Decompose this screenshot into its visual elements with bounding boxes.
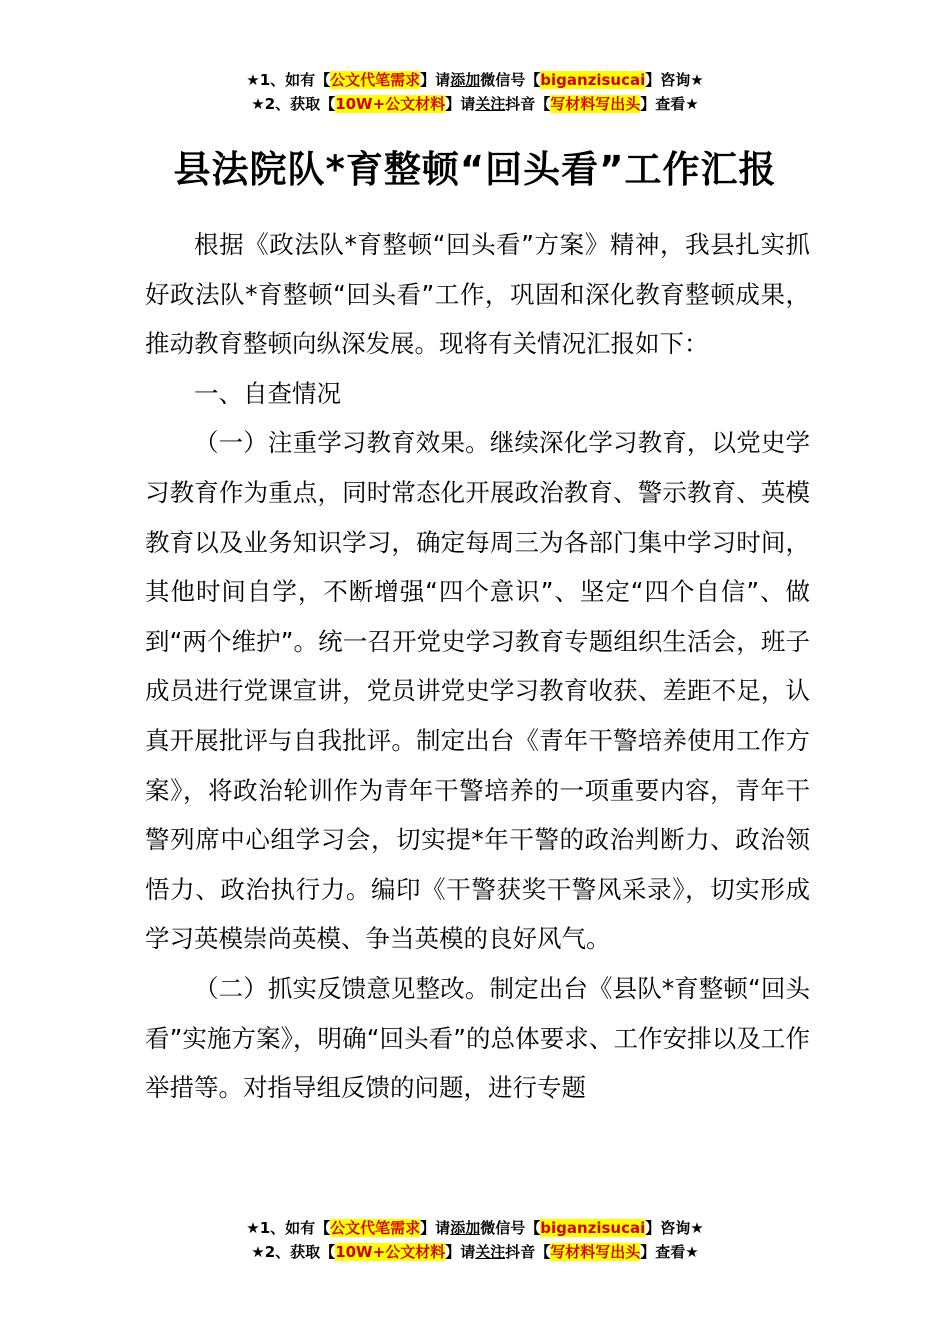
paragraph-study: （一）注重学习教育效果。继续深化学习教育，以党史学习教育作为重点，同时常态化开展政治教育、警示教育、英模教育以及业务知识学习，确定每周三为各部门集中学习时间，其他时间自学，不断增强“四个意识”、坚定“四个自信”、做到“两个维护”。统一召开党史学习教育专题组织生活会，班子成员进行党课宣讲，党员讲党史学习教育收获、差距不足，认真开展批评与自我批评。制定出台《青年干警培养使用工作方案》，将政治轮训作为青年干警培养的一项重要内容，青年干警列席中心组学习会，切实提*年干警的政治判断力、政治领悟力、政治执行力。编印《干警获奖干警风采录》，切实形成学习英模崇尚英模、争当英模的良好风气。: [145, 428, 810, 954]
promo-line-2: ★2、获取【10W+公文材料】请关注抖音【写材料写出头】查看★: [251, 95, 699, 113]
highlight-service: 公文代笔需求: [330, 1219, 421, 1237]
section-heading: 一、自查情况: [194, 378, 341, 408]
promo-line-1: ★1、如有【公文代笔需求】请添加微信号【biganzisucai】咨询★: [246, 1219, 704, 1237]
promo-line-2: ★2、获取【10W+公文材料】请关注抖音【写材料写出头】查看★: [251, 1243, 699, 1261]
highlight-materials: 10W+公文材料: [335, 1243, 446, 1261]
promo-banner-top: [0, 68, 950, 116]
highlight-wechat-id: biganzisucai: [540, 71, 646, 89]
document-body: [145, 220, 810, 1113]
paragraph-intro: 根据《政法队*育整顿“回头看”方案》精神，我县扎实抓好政法队*育整顿“回头看”工作，巩固和深化教育整顿成果，推动教育整顿向纵深发展。现将有关情况汇报如下：: [145, 230, 810, 359]
highlight-wechat-id: biganzisucai: [540, 1219, 646, 1237]
highlight-douyin-id: 写材料写出头: [550, 95, 641, 113]
document-title: 县法院队*育整顿“回头看”工作汇报: [173, 148, 777, 191]
promo-line-1: ★1、如有【公文代笔需求】请添加微信号【biganzisucai】咨询★: [246, 71, 704, 89]
highlight-materials: 10W+公文材料: [335, 95, 446, 113]
paragraph-rectification: （二）抓实反馈意见整改。制定出台《县队*育整顿“回头看”实施方案》，明确“回头看”的总体要求、工作安排以及工作举措等。对指导组反馈的问题，进行专题: [145, 973, 810, 1103]
promo-banner-bottom: [0, 1216, 950, 1264]
highlight-douyin-id: 写材料写出头: [550, 1243, 641, 1261]
highlight-service: 公文代笔需求: [330, 71, 421, 89]
